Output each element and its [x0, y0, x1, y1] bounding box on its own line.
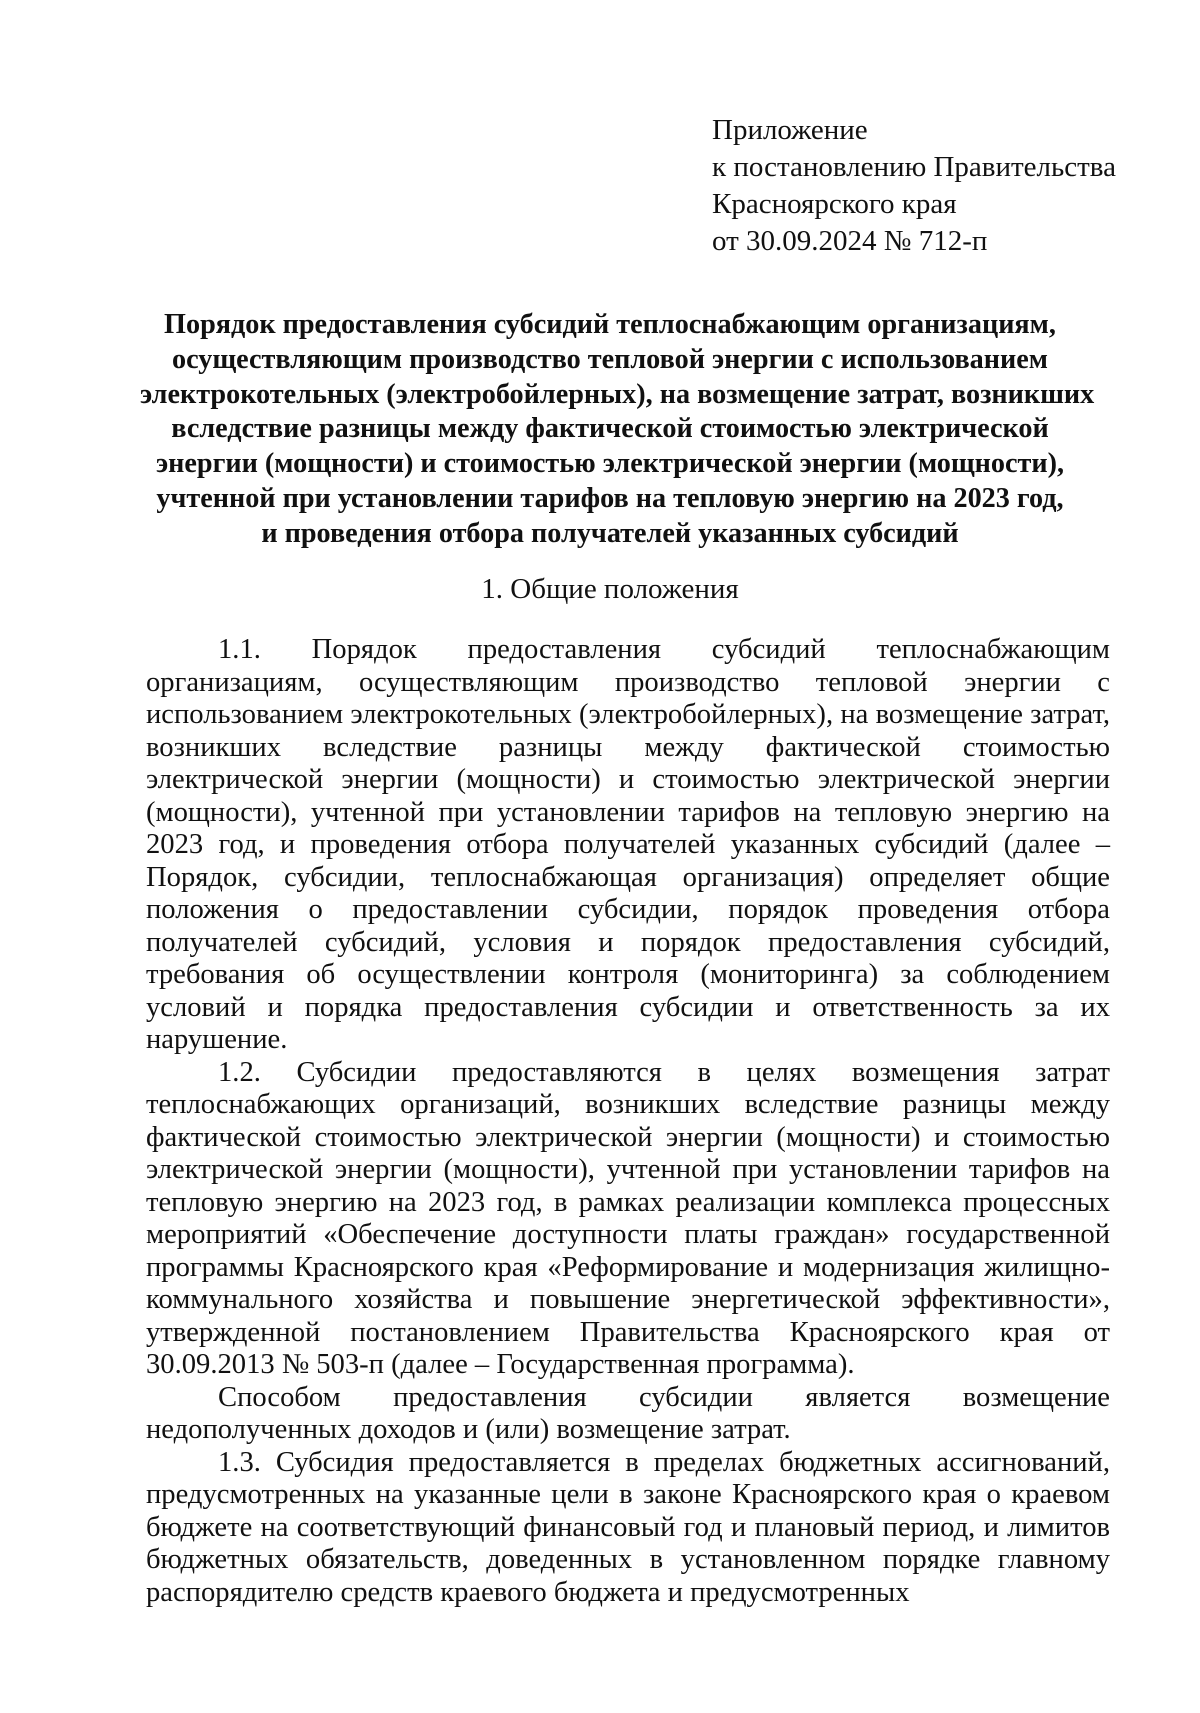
title-line: вследствие разницы между фактической стоимостью электрической: [171, 413, 1049, 445]
paragraph-method: Способом предоставления субсидии является возмещение недополученных доходов и (или) возмещение затрат.: [146, 1381, 1110, 1445]
document-title: [140, 308, 1095, 552]
appendix-reference: к постановлению Правительства: [712, 151, 1116, 183]
appendix-date-number: от 30.09.2024 № 712-п: [712, 225, 988, 257]
section-heading: 1. Общие положения: [481, 573, 739, 605]
appendix-label: Приложение: [712, 114, 868, 146]
document-body: [146, 634, 1110, 1609]
paragraph-1-1: 1.1. Порядок предоставления субсидий теплоснабжающим организациям, осуществляющим производство тепловой энергии с использованием электрокотельных (электробойлерных), на возмещение затрат, возникших вследствие разницы между фактической стоимостью электрической энергии (мощности) и стоимостью электрической энергии (мощности), учтенной при установлении тарифов на тепловую энергию на 2023 год, и проведения отбора получателей указанных субсидий (далее – Порядок, субсидии, теплоснабжающая организация) определяет общие положения о предоставлении субсидии, порядок проведения отбора получателей субсидий, условия и порядок предоставления субсидий, требования об осуществлении контроля (мониторинга) за соблюдением условий и порядка предоставления субсидии и ответственность за их нарушение.: [146, 634, 1110, 1055]
title-line: учтенной при установлении тарифов на тепловую энергию на 2023 год,: [156, 482, 1064, 514]
appendix-region: Красноярского края: [712, 188, 957, 220]
title-line: электрокотельных (электробойлерных), на возмещение затрат, возникших: [140, 378, 1095, 410]
title-line: Порядок предоставления субсидий теплоснабжающим организациям,: [164, 309, 1056, 340]
title-line: энергии (мощности) и стоимостью электрической энергии (мощности),: [155, 448, 1065, 480]
title-line: и проведения отбора получателей указанных субсидий: [261, 517, 959, 549]
paragraph-1-2: 1.2. Субсидии предоставляются в целях возмещения затрат теплоснабжающих организаций, возникших вследствие разницы между фактической стоимостью электрической энергии (мощности) и стоимостью электрической энергии (мощности), учтенной при установлении тарифов на тепловую энергию на 2023 год, в рамках реализации комплекса процессных мероприятий «Обеспечение доступности платы граждан» государственной программы Красноярского края «Реформирование и модернизация жилищно-коммунального хозяйства и повышение энергетической эффективности», утвержденной постановлением Правительства Красноярского края от 30.09.2013 № 503-п (далее – Государственная программа).: [146, 1056, 1110, 1380]
appendix-block: [712, 112, 1152, 260]
title-line: осуществляющим производство тепловой энергии с использованием: [172, 343, 1048, 375]
paragraph-1-3: 1.3. Субсидия предоставляется в пределах бюджетных ассигнований, предусмотренных на указанные цели в законе Красноярского края о краевом бюджете на соответствующий финансовый год и плановый период, и лимитов бюджетных обязательств, доведенных в установленном порядке главному распорядителю средств краевого бюджета и предусмотренных: [146, 1446, 1110, 1608]
